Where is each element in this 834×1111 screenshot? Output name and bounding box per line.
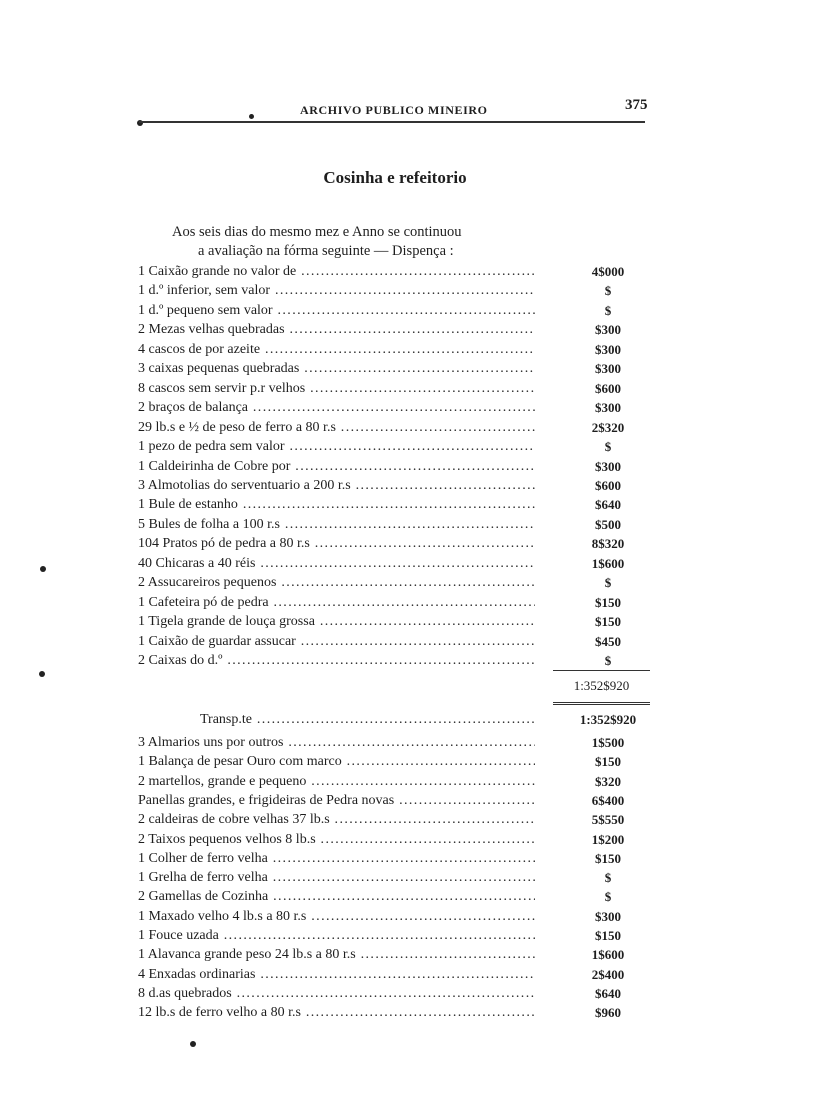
- item-value: $300: [595, 341, 621, 357]
- page-number: 375: [625, 97, 648, 113]
- intro-line: Aos seis dias do mesmo mez e Anno se continuou: [172, 224, 462, 240]
- item-value: $150: [595, 754, 621, 770]
- item-value: $: [604, 889, 612, 905]
- item-value: 6$400: [591, 792, 625, 808]
- item-description: 1 Cafeteira pó de pedra .....: [138, 593, 535, 612]
- list-item: [138, 573, 658, 592]
- item-description: 1 pezo de pedra sem valor .....: [138, 437, 535, 456]
- item-description: 8 d.as quebrados .....: [138, 984, 535, 1003]
- item-description: 3 Almarios uns por outros .....: [138, 733, 535, 752]
- item-value: $: [604, 870, 612, 886]
- list-item: [138, 733, 658, 752]
- list-item: [138, 965, 658, 984]
- list-item: [138, 1003, 658, 1022]
- running-header: ARCHIVO PUBLICO MINEIRO: [300, 103, 488, 117]
- item-value: $: [604, 439, 612, 455]
- list-item: [138, 830, 658, 849]
- item-value: 5$550: [591, 812, 625, 828]
- item-value: $320: [595, 773, 621, 789]
- item-value: $: [604, 302, 612, 318]
- item-description: Panellas grandes, e frigideiras de Pedra novas .....: [138, 791, 535, 810]
- item-value: $150: [595, 850, 621, 866]
- item-description: 1 Caixão de guardar assucar .....: [138, 632, 535, 651]
- subtotal-rule: [553, 670, 650, 671]
- item-value: $600: [595, 380, 621, 396]
- list-item: [138, 359, 658, 378]
- item-value: $300: [595, 322, 621, 338]
- item-description: 1 d.º pequeno sem valor .....: [138, 301, 535, 320]
- item-description: 1 Balança de pesar Ouro com marco .....: [138, 752, 535, 771]
- item-value: $150: [595, 928, 621, 943]
- list-item: [138, 887, 658, 906]
- item-value: $600: [595, 477, 621, 493]
- item-description: 29 lb.s e ½ de peso de ferro a 80 r.s .....: [138, 418, 535, 437]
- item-description: 3 Almotolias do serventuario a 200 r.s .....: [138, 476, 535, 495]
- item-value: $: [604, 575, 612, 591]
- header-rule: [139, 121, 645, 123]
- item-description: 3 caixas pequenas quebradas .....: [138, 359, 535, 378]
- list-item: [138, 534, 658, 553]
- item-value: 1$600: [591, 555, 625, 571]
- item-description: 2 caldeiras de cobre velhas 37 lb.s .....: [138, 810, 535, 829]
- item-description: 1 Alavanca grande peso 24 lb.s a 80 r.s .....: [138, 945, 535, 964]
- item-description: 2 Mezas velhas quebradas .....: [138, 320, 535, 339]
- item-description: 1 Caixão grande no valor de .....: [138, 262, 535, 281]
- list-item: [138, 926, 658, 945]
- list-item: [138, 593, 658, 612]
- item-description: 1 Tigela grande de louça grossa .....: [138, 612, 535, 631]
- list-item: [138, 340, 658, 359]
- item-description: 2 Caixas do d.º .....: [138, 651, 535, 670]
- item-description: 1 Fouce uzada .....: [138, 926, 535, 945]
- item-value: $300: [595, 908, 621, 924]
- item-value: $500: [595, 516, 621, 532]
- item-value: $300: [595, 361, 621, 377]
- item-value: 2$320: [591, 419, 625, 435]
- item-value: 1$600: [591, 947, 625, 963]
- list-item: [138, 398, 658, 417]
- list-item: [138, 945, 658, 964]
- item-description: 5 Bules de folha a 100 r.s .....: [138, 515, 535, 534]
- item-description: 1 Bule de estanho .....: [138, 495, 535, 514]
- item-value: $: [604, 283, 612, 299]
- item-value: 1:352$920: [579, 712, 637, 727]
- item-description: 1 d.º inferior, sem valor .....: [138, 281, 535, 300]
- item-description: 1 Caldeirinha de Cobre por .....: [138, 457, 535, 476]
- item-description: 1 Grelha de ferro velha .....: [138, 868, 535, 887]
- item-description: 104 Pratos pó de pedra a 80 r.s .....: [138, 534, 535, 553]
- list-item: [138, 849, 658, 868]
- section-title: Cosinha e refeitorio: [323, 168, 467, 187]
- list-item: [138, 632, 658, 651]
- list-item: [138, 554, 658, 573]
- item-description: 8 cascos sem servir p.r velhos .....: [138, 379, 535, 398]
- item-description: 1 Maxado velho 4 lb.s a 80 r.s .....: [138, 907, 535, 926]
- list-item: [138, 772, 658, 791]
- item-value: $: [604, 653, 612, 668]
- item-description: 4 cascos de por azeite .....: [138, 340, 535, 359]
- list-item: [138, 810, 658, 829]
- list-item: [138, 301, 658, 320]
- intro-line: a avaliação na fórma seguinte — Dispença :: [198, 243, 454, 259]
- item-value: 4$000: [591, 264, 625, 279]
- item-description: 2 braços de balança .....: [138, 398, 535, 417]
- subtotal-value: 1:352$920: [573, 678, 630, 693]
- item-description: 4 Enxadas ordinarias .....: [138, 965, 535, 984]
- list-item: [138, 515, 658, 534]
- item-description: 2 Assucareiros pequenos .....: [138, 573, 535, 592]
- item-value: 2$400: [591, 966, 625, 982]
- list-item: [138, 379, 658, 398]
- margin-dot: [40, 566, 46, 572]
- list-item: [138, 262, 658, 281]
- item-value: $150: [595, 594, 621, 610]
- list-item: [138, 651, 658, 670]
- item-value: 1$200: [591, 831, 625, 847]
- item-value: $150: [595, 614, 621, 630]
- subtotal-double-rule: [553, 702, 650, 705]
- item-value: $300: [595, 400, 621, 416]
- list-item: [138, 791, 658, 810]
- list-item: [138, 476, 658, 495]
- margin-dot: [39, 671, 45, 677]
- margin-dot: [190, 1041, 196, 1047]
- item-value: $960: [595, 1005, 621, 1021]
- item-value: $450: [595, 633, 621, 649]
- list-item: [138, 281, 658, 300]
- item-description: 2 martellos, grande e pequeno .....: [138, 772, 535, 791]
- list-item: [138, 418, 658, 437]
- item-description: 2 Taixos pequenos velhos 8 lb.s .....: [138, 830, 535, 849]
- item-value: $640: [595, 497, 621, 513]
- item-value: 1$500: [591, 735, 625, 750]
- list-item: [138, 495, 658, 514]
- item-description: 1 Colher de ferro velha .....: [138, 849, 535, 868]
- list-item: [138, 612, 658, 631]
- list-item: [138, 710, 658, 729]
- list-item: [138, 457, 658, 476]
- margin-dot: [249, 114, 254, 119]
- list-item: [138, 984, 658, 1003]
- list-item: [138, 868, 658, 887]
- item-description: 2 Gamellas de Cozinha .....: [138, 887, 535, 906]
- item-value: 8$320: [591, 536, 625, 552]
- item-value: $640: [595, 985, 621, 1001]
- list-item: [138, 320, 658, 339]
- item-description: 40 Chicaras a 40 réis .....: [138, 554, 535, 573]
- list-item: [138, 437, 658, 456]
- list-item: [138, 907, 658, 926]
- item-description: 12 lb.s de ferro velho a 80 r.s .....: [138, 1003, 535, 1022]
- item-description: Transp.te .....: [138, 710, 535, 729]
- item-value: $300: [595, 458, 621, 474]
- list-item: [138, 752, 658, 771]
